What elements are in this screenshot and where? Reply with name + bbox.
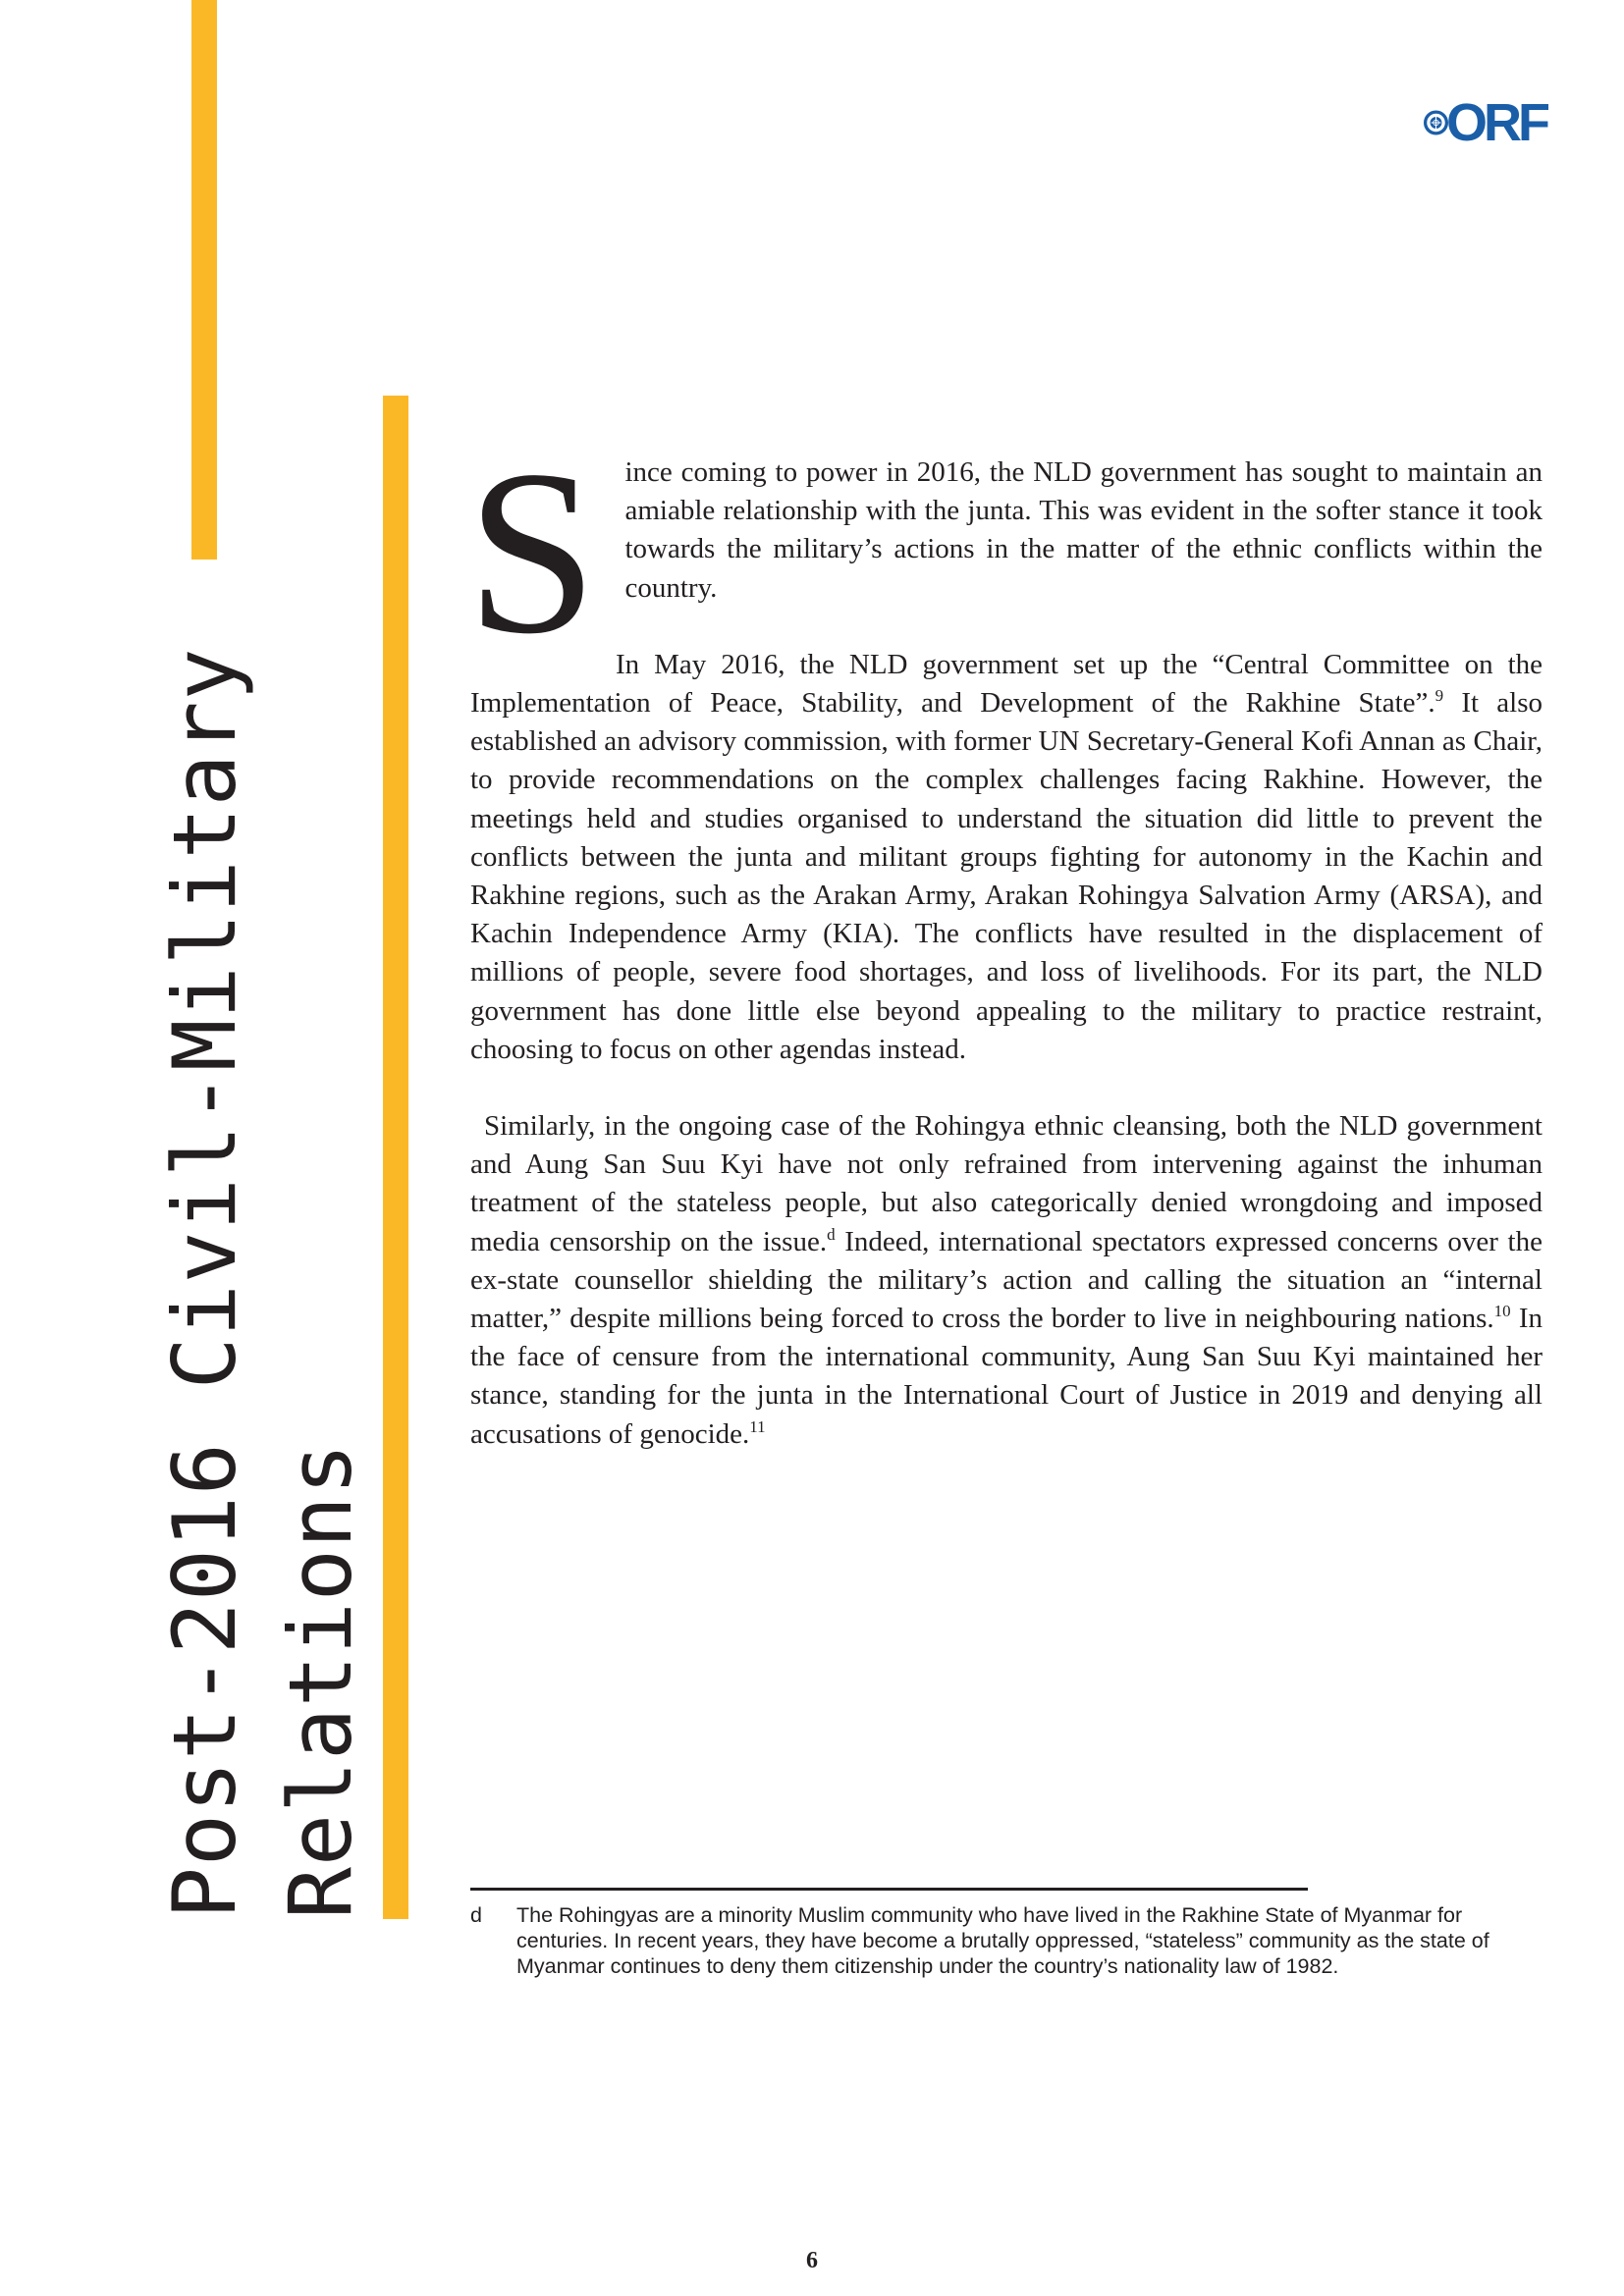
footnote-divider xyxy=(470,1888,1308,1891)
paragraph-3-text-b: Indeed, international spectators expressed concerns over the ex-state counsellor shielding the military’s action and calling the situation an “internal matter,” despite millions being forced to cross the border to live in neighbouring nations. xyxy=(470,1225,1543,1335)
logo-wordmark: ORF xyxy=(1446,93,1546,152)
orf-logo xyxy=(1424,93,1546,152)
endnote-ref-9[interactable]: 9 xyxy=(1435,686,1444,706)
section-title-line-2: Relations xyxy=(270,1442,371,1919)
paragraph-3-text-c: In the face of censure from the international community, Aung San Suu Kyi maintained her stance, standing for the junta in the International Court of Justice in 2019 and denying all accusations of genocide. xyxy=(470,1303,1543,1450)
page-number: 6 xyxy=(806,2248,818,2273)
globe-icon xyxy=(1424,100,1448,145)
paragraph-1-text: ince coming to power in 2016, the NLD government has sought to maintain an amiable relationship with the junta. This was evident in the softer stance it took towards the military’s actions in the matter of the ethnic conflicts within the country. xyxy=(624,456,1543,604)
footnote-mark: d xyxy=(470,1903,482,1927)
footnote-text: The Rohingyas are a minority Muslim community who have lived in the Rakhine State of Myanmar for centuries. In recent years, they have become a brutally oppressed, “stateless” community as the state of Myanmar continues to deny them citizenship under the country’s nationality law of 1982. xyxy=(516,1903,1489,1978)
paragraph-2-text-a: In May 2016, the NLD government set up the “Central Committee on the Implementation of Peace, Stability, and Development of the Rakhine State”. xyxy=(470,648,1543,720)
paragraph-2 xyxy=(470,646,1543,1069)
paragraph-3-text-a: Similarly, in the ongoing case of the Rohingya ethnic cleansing, both the NLD government and Aung San Suu Kyi have not only refrained from intervening against the inhuman treatment of the stateless people, but also categorically denied wrongdoing and imposed media censorship on the issue. xyxy=(470,1110,1543,1257)
accent-bar-side xyxy=(383,396,408,1919)
accent-bar-top xyxy=(191,0,217,560)
footnote xyxy=(470,1902,1543,1979)
footnote-ref-d[interactable]: d xyxy=(827,1224,836,1244)
endnote-ref-10[interactable]: 10 xyxy=(1493,1302,1511,1321)
endnote-ref-11[interactable]: 11 xyxy=(749,1416,766,1436)
body-text xyxy=(466,421,1543,1492)
paragraph-2-text-b: It also established an advisory commission, with former UN Secretary-General Kofi Annan as Chair, to provide recommendations on the complex challenges facing Rakhine. However, the meetings held and studies organised to understand the situation did little to prevent the conflicts between the junta and militant groups fighting for autonomy in the Kachin and Rakhine regions, such as the Arakan Army, Arakan Rohingya Salvation Army (ARSA), and Kachin Independence Army (KIA). The conflicts have resulted in the displacement of millions of people, severe food shortages, and loss of livelihoods. For its part, the NLD government has done little else beyond appealing to the military to practice restraint, choosing to focus on other agendas instead. xyxy=(470,687,1543,1065)
drop-cap: S xyxy=(466,421,598,682)
section-title-line-1: Post-2016 Civil-Military xyxy=(154,647,255,1919)
section-title xyxy=(147,545,379,1919)
paragraph-3 xyxy=(470,1107,1543,1454)
paragraph-1 xyxy=(466,421,1543,682)
